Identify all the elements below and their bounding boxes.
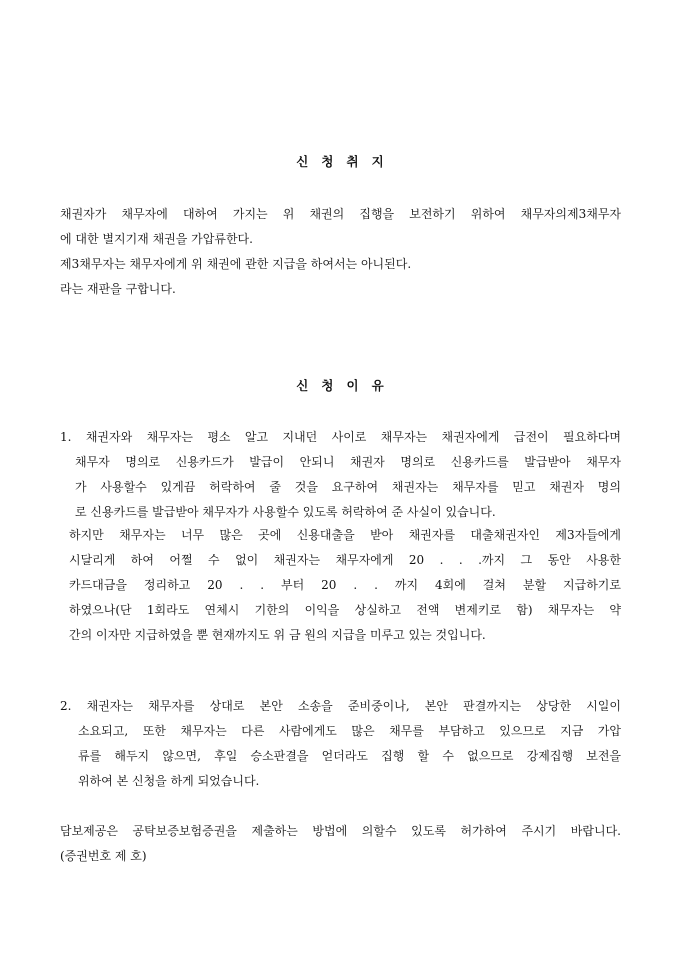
purpose-line: 라는 재판을 구합니다. (60, 282, 176, 296)
reason-1-line: 채무자 명의로 신용카드가 발급이 안되니 채권자 명의로 신용카드를 발급받아 채무자 (75, 455, 621, 469)
security-line: (증권번호 제 호) (60, 849, 147, 863)
reason-1-line: 간의 이자만 지급하였을 뿐 현재까지도 위 금 원의 지급을 미루고 있는 것입니다. (69, 628, 486, 642)
reason-2-line: 류를 해두지 않으면, 후일 승소판결을 얻더라도 집행 할 수 없으므로 강제집행 보전을 (78, 749, 621, 763)
reason-1-line: 시달리게 하여 어쩔 수 없이 채권자는 채무자에게 20 . . .까지 그 동안 사용한 (69, 553, 621, 567)
reasons-heading: 신 청 이 유 (296, 378, 384, 393)
reason-2-line: 위하여 본 신청을 하게 되었습니다. (78, 774, 260, 788)
security-line: 담보제공은 공탁보증보험증권을 제출하는 방법에 의할수 있도록 허가하여 주시기 바랍니다. (60, 824, 621, 838)
reason-2-line: 소요되고, 또한 채무자는 다른 사람에게도 많은 채무를 부담하고 있으므로 지금 가압 (78, 724, 621, 738)
reason-1-line: 가 사용할수 있게끔 허락하여 줄 것을 요구하여 채권자는 채무자를 믿고 채권자 명의 (75, 480, 621, 494)
purpose-line: 에 대한 별지기재 채권을 가압류한다. (60, 232, 253, 246)
reason-1-line: 1. 채권자와 채무자는 평소 알고 지내던 사이로 채무자는 채권자에게 급전이 필요하다며 (60, 430, 621, 444)
reason-1-line: 하였으나(단 1회라도 연체시 기한의 이익을 상실하고 전액 변제키로 함) 채무자는 약 (69, 603, 621, 617)
reason-1-line: 하지만 채무자는 너무 많은 곳에 신용대출을 받아 채권자를 대출채권자인 제3자들에게 (69, 528, 621, 542)
purpose-line: 제3채무자는 채무자에게 위 채권에 관한 지급을 하여서는 아니된다. (60, 257, 412, 271)
reason-1-line: 카드대금을 정리하고 20 . . 부터 20 . . 까지 4회에 걸쳐 분할 지급하기로 (69, 578, 621, 592)
reason-2-line: 2. 채권자는 채무자를 상대로 본안 소송을 준비중이나, 본안 판결까지는 상당한 시일이 (60, 699, 621, 713)
purpose-line: 채권자가 채무자에 대하여 가지는 위 채권의 집행을 보전하기 위하여 채무자의제3채무자 (60, 207, 621, 221)
reason-1-line: 로 신용카드를 발급받아 채무자가 사용할수 있도록 허락하여 준 사실이 있습니다. (75, 505, 496, 519)
purpose-heading: 신 청 취 지 (296, 154, 384, 169)
